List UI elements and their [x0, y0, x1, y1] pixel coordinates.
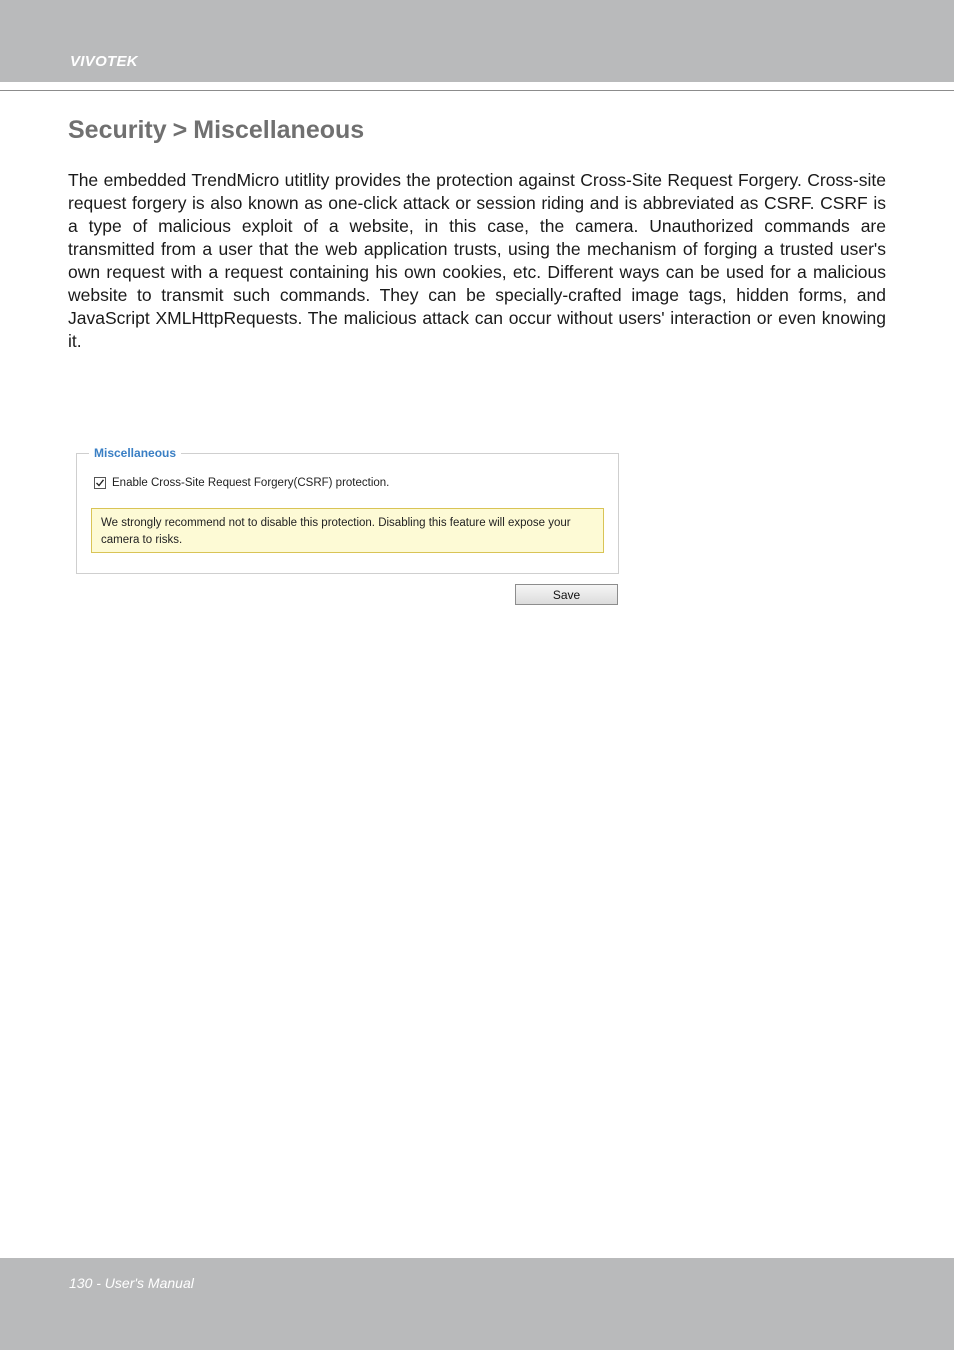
intro-paragraph: The embedded TrendMicro utitlity provides the protection against Cross-Site Request Forgery. Cross-site request forgery is also known as one-click attack or session riding and is abbreviated as CSRF. CSRF is a type of malicious exploit of a website, in this case, the camera. Unauthorized commands are transmitted from a user that the web application trusts, using the mechanism of forging a trusted user's own request with a request containing his own cookies, etc. Different ways can be used for a malicious website to transmit such commands. They can be specially-crafted image tags, hidden forms, and JavaScript XMLHttpRequests. The malicious attack can occur without users' interaction or even knowing it.: [68, 170, 886, 351]
footer-page-label: 130 - User's Manual: [69, 1275, 194, 1291]
page-title: [68, 116, 364, 145]
csrf-option[interactable]: [94, 477, 389, 489]
header-divider: [0, 90, 954, 91]
footer-band: [0, 1258, 954, 1350]
page-title-separator: >: [172, 116, 188, 144]
save-button[interactable]: Save: [515, 584, 618, 605]
page-title-section: Security: [68, 116, 167, 144]
page-title-page: Miscellaneous: [193, 116, 365, 144]
warning-message: We strongly recommend not to disable this protection. Disabling this feature will expose your camera to risks.: [91, 508, 604, 553]
miscellaneous-fieldset: [76, 446, 619, 574]
header-band: [0, 0, 954, 82]
csrf-checkbox[interactable]: [94, 477, 106, 489]
fieldset-legend: Miscellaneous: [89, 446, 181, 460]
checkmark-icon: [95, 478, 105, 488]
csrf-checkbox-label: Enable Cross-Site Request Forgery(CSRF) protection.: [112, 477, 390, 489]
brand-logo-text: VIVOTEK: [70, 53, 138, 70]
